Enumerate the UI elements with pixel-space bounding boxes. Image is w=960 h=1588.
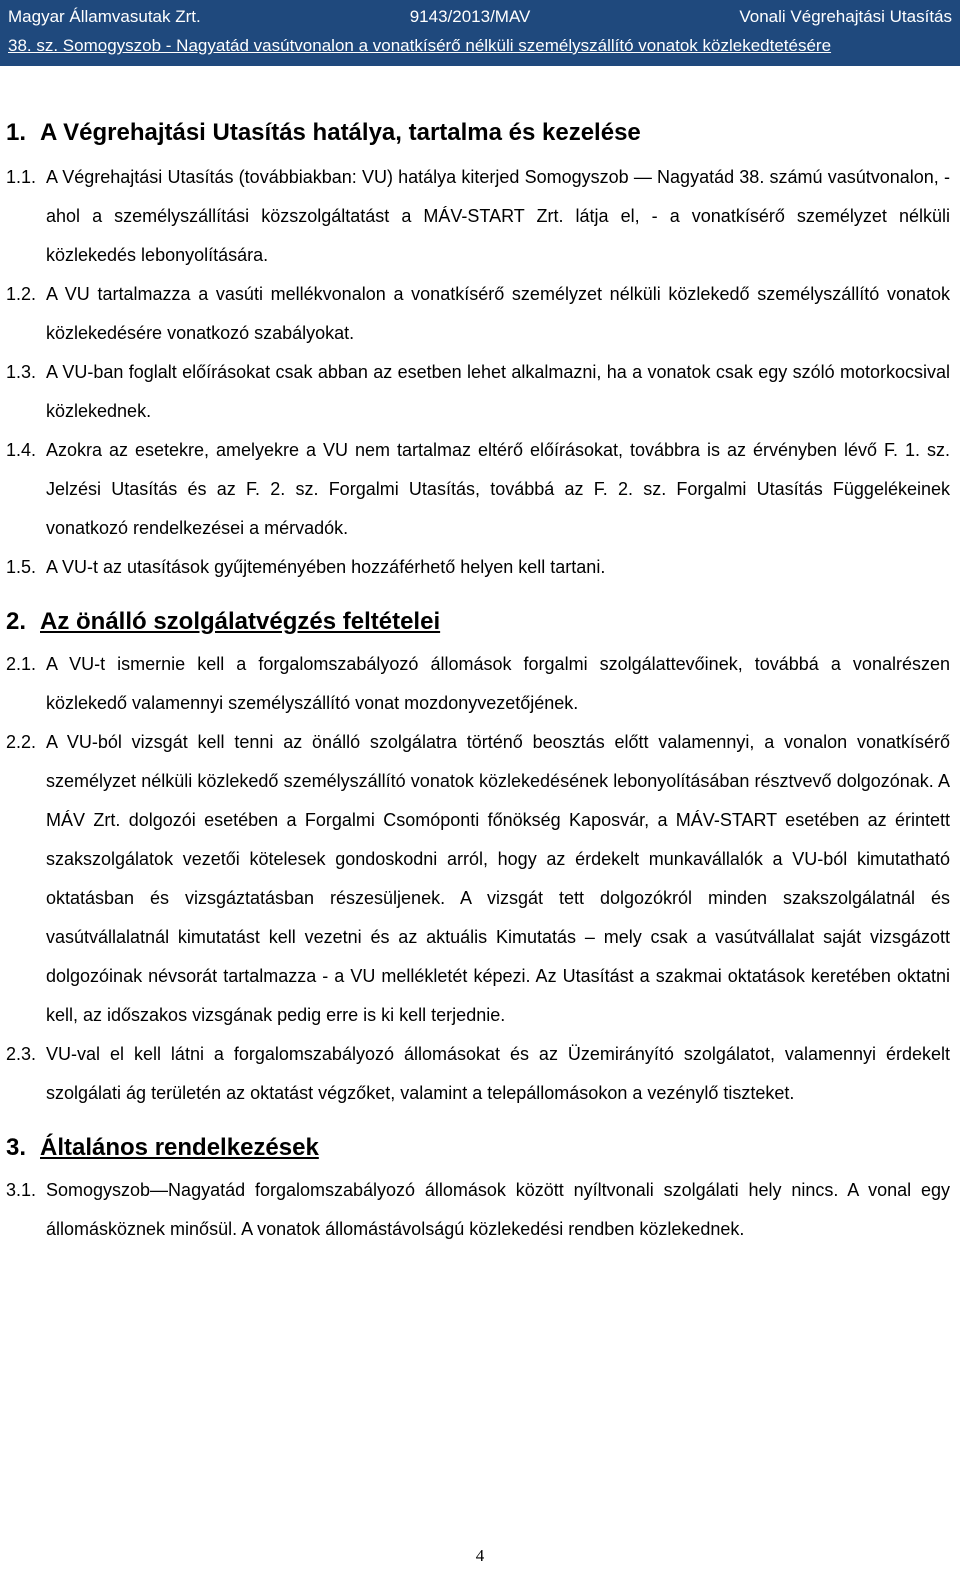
section-heading-1 — [6, 118, 950, 148]
paragraph-1-3 — [6, 353, 950, 431]
paragraph-text: Azokra az esetekre, amelyekre a VU nem tartalmaz eltérő előírásokat, továbbra is az érvényben lévő F. 1. sz. Jelzési Utasítás és az F. 2. sz. Forgalmi Utasítás, továbbá az F. 2. sz. Forgalmi Utasítás Függelékeinek vonatkozó rendelkezései a mérvadók. — [46, 440, 950, 538]
header-doc-number: 9143/2013/MAV — [409, 7, 531, 26]
paragraph-3-1 — [6, 1171, 950, 1249]
section-number: 1. — [6, 119, 27, 146]
paragraph-number: 2.1. — [6, 654, 37, 674]
paragraph-number: 1.3. — [6, 362, 37, 382]
document-body — [6, 90, 950, 1249]
paragraph-2-2 — [6, 723, 950, 1035]
paragraph-1-2 — [6, 275, 950, 353]
paragraph-text: A VU-t ismernie kell a forgalomszabályozó állomások forgalmi szolgálattevőinek, továbbá a vonalrészen közlekedő valamennyi személyszállító vonat mozdonyvezetőjének. — [46, 654, 950, 713]
section-heading-3 — [6, 1133, 950, 1163]
paragraph-text: A Végrehajtási Utasítás (továbbiakban: VU) hatálya kiterjed Somogyszob — Nagyatád 38. számú vasútvonalon, - ahol a személyszállítási közszolgáltatást a MÁV-START Zrt. látja el, - a vonatkísérő személyzet nélküli közlekedés lebonyolítására. — [46, 167, 950, 265]
paragraph-text: A VU-ból vizsgát kell tenni az önálló szolgálatra történő beosztás előtt valamennyi, a vonalon vonatkísérő személyzet nélküli közlekedő személyszállító vonatok közlekedésének lebonyolításában résztvevő dolgozónak. A MÁV Zrt. dolgozói esetében a Forgalmi Csomóponti főnökség Kaposvár, a MÁV-START esetében az érintett szakszolgálatok vezetői kötelesek gondoskodni arról, hogy az érdekelt munkavállalók a VU-ból kimutatható oktatásban és vizsgáztatásban részesüljenek. A vizsgát tett dolgozókról minden szakszolgálatnál és vasútvállalatnál kimutatást kell vezetni és az aktuális Kimutatás – mely csak a vasútvállalat saját vizsgázott dolgozóinak névsorát tartalmazza - a VU mellékletét képezi. Az Utasítást a szakmai oktatások keretében oktatni kell, az időszakos vizsgának pedig erre is ki kell terjednie. — [46, 732, 950, 1025]
paragraph-number: 1.5. — [6, 557, 37, 577]
paragraph-2-1 — [6, 645, 950, 723]
paragraph-2-3 — [6, 1035, 950, 1113]
paragraph-number: 1.2. — [6, 284, 37, 304]
paragraph-text: A VU-t az utasítások gyűjteményében hozzáférhető helyen kell tartani. — [46, 557, 606, 577]
section-title: A Végrehajtási Utasítás hatálya, tartalma és kezelése — [40, 119, 641, 146]
section-heading-2 — [6, 607, 950, 637]
header-top-row — [8, 4, 952, 30]
paragraph-number: 2.2. — [6, 732, 37, 752]
section-title: Általános rendelkezések — [40, 1134, 319, 1161]
paragraph-number: 2.3. — [6, 1044, 37, 1064]
paragraph-text: Somogyszob—Nagyatád forgalomszabályozó állomások között nyíltvonali szolgálati hely nincs. A vonal egy állomásköznek minősül. A vonatok állomástávolságú közlekedési rendben közlekednek. — [46, 1180, 950, 1239]
paragraph-1-1 — [6, 158, 950, 275]
header-subtitle: 38. sz. Somogyszob - Nagyatád vasútvonalon a vonatkísérő nélküli személyszállító vonatok közlekedtetésére — [8, 36, 832, 55]
paragraph-number: 1.4. — [6, 440, 37, 460]
paragraph-number: 1.1. — [6, 167, 37, 187]
header-organization: Magyar Államvasutak Zrt. — [8, 7, 201, 26]
page-number: 4 — [475, 1546, 485, 1565]
paragraph-text: A VU-ban foglalt előírásokat csak abban az esetben lehet alkalmazni, ha a vonatok csak egy szóló motorkocsival közlekednek. — [46, 362, 950, 421]
document-header — [0, 0, 960, 66]
paragraph-1-4 — [6, 431, 950, 548]
section-number: 3. — [6, 1134, 27, 1161]
paragraph-text: A VU tartalmazza a vasúti mellékvonalon a vonatkísérő személyzet nélküli közlekedő személyszállító vonatok közlekedésére vonatkozó szabályokat. — [46, 284, 950, 343]
paragraph-number: 3.1. — [6, 1180, 37, 1200]
section-number: 2. — [6, 608, 27, 635]
paragraph-1-5 — [6, 548, 950, 587]
paragraph-text: VU-val el kell látni a forgalomszabályozó állomásokat és az Üzemirányító szolgálatot, valamennyi érdekelt szolgálati ág területén az oktatást végzőket, valamint a telepállomásokon a vezénylő tiszteket. — [46, 1044, 950, 1103]
section-title: Az önálló szolgálatvégzés feltételei — [40, 608, 441, 635]
header-doc-type: Vonali Végrehajtási Utasítás — [739, 7, 952, 26]
